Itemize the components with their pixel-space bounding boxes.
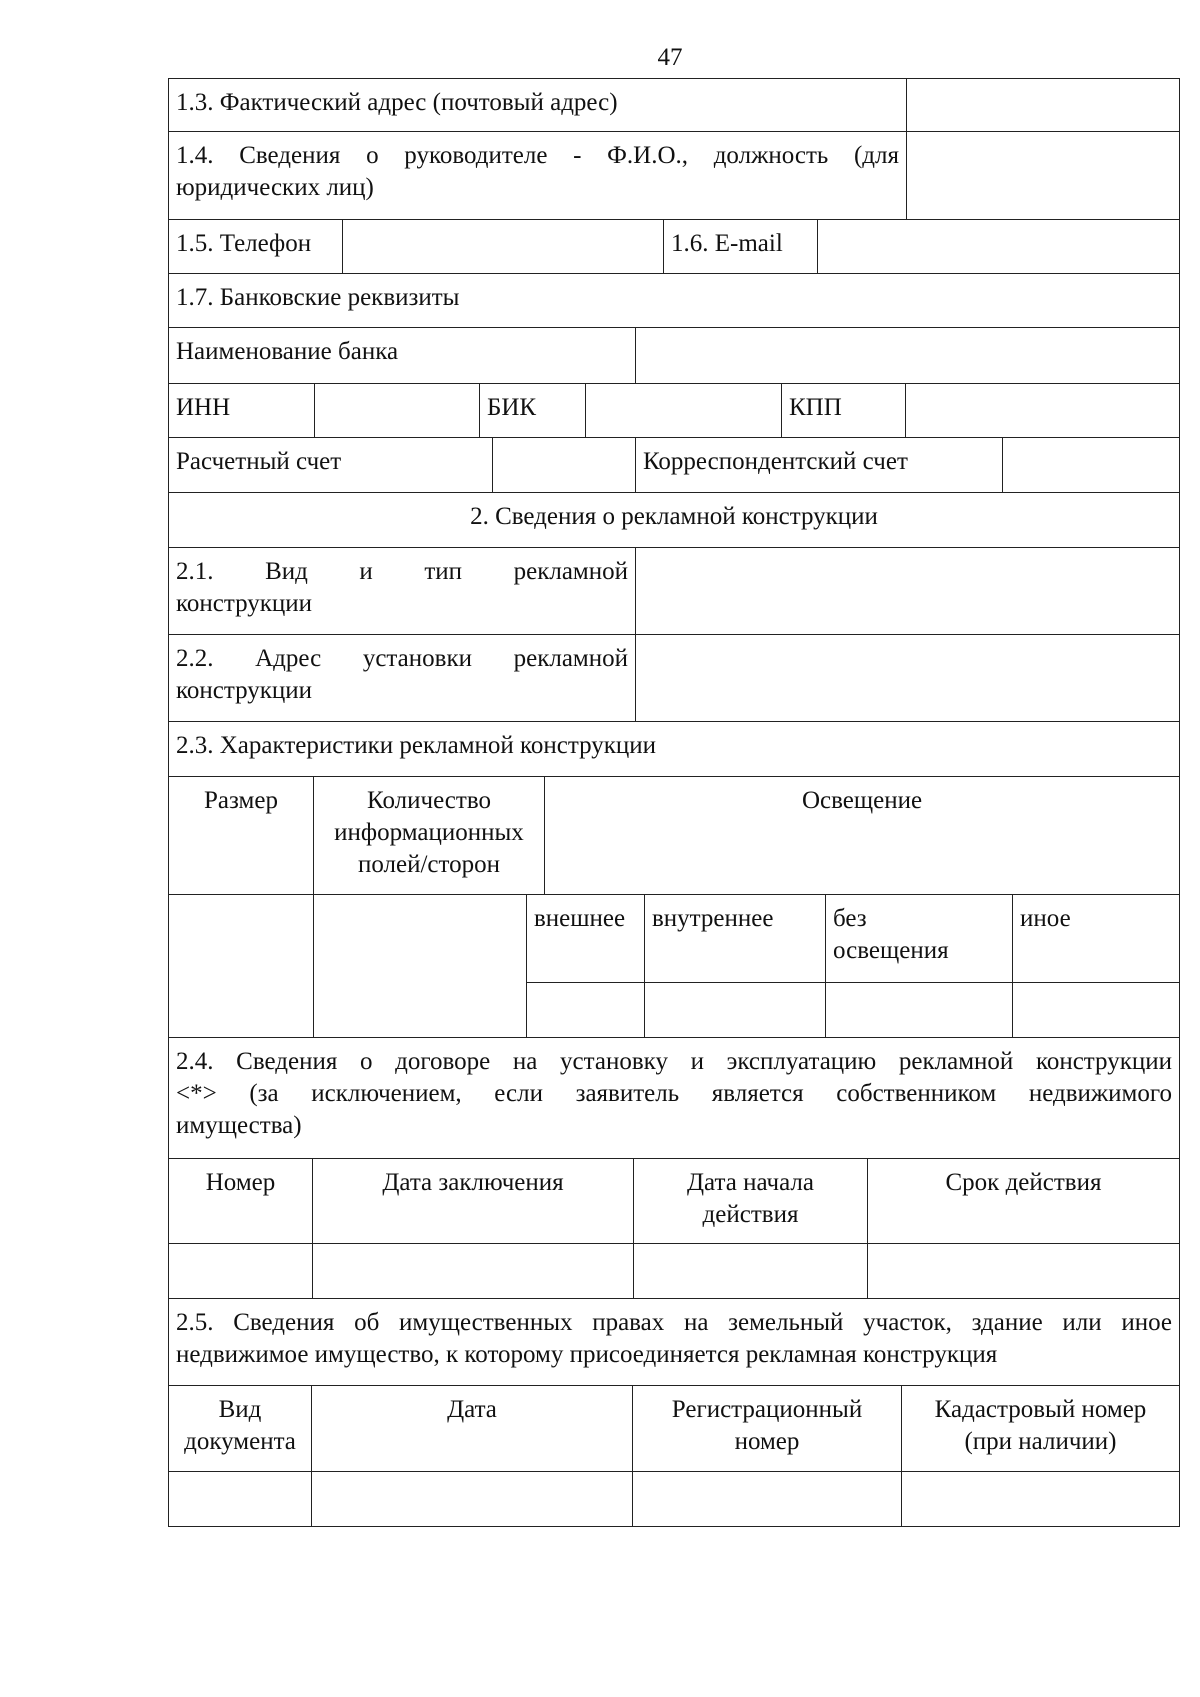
doc-type-field[interactable] xyxy=(168,1471,312,1527)
contract-term-header: Срок действия xyxy=(867,1158,1180,1244)
reg-number-line2: номер xyxy=(734,1428,800,1455)
settlement-account-label: Расчетный счет xyxy=(168,437,493,493)
info-fields-line2: информационных xyxy=(334,819,524,846)
settlement-account-field[interactable] xyxy=(492,437,636,493)
lighting-other-label: иное xyxy=(1012,894,1180,983)
info-fields-header xyxy=(313,776,545,895)
reg-number-line1: Регистрационный xyxy=(671,1396,863,1423)
size-header: Размер xyxy=(168,776,314,895)
installation-address-field[interactable] xyxy=(635,634,1180,722)
construction-type-label xyxy=(168,547,636,635)
reg-number-field[interactable] xyxy=(632,1471,902,1527)
doc-date-field[interactable] xyxy=(311,1471,633,1527)
contract-number-header: Номер xyxy=(168,1158,313,1244)
doc-type-line2: документа xyxy=(184,1428,296,1455)
contract-number-field[interactable] xyxy=(168,1243,313,1299)
lighting-header: Освещение xyxy=(544,776,1180,895)
contract-start-field[interactable] xyxy=(633,1243,868,1299)
size-field[interactable] xyxy=(168,894,314,1038)
contract-term-field[interactable] xyxy=(867,1243,1180,1299)
property-rights-line2: недвижимое имущество, к которому присоединяется рекламная конструкция xyxy=(176,1341,998,1368)
info-fields-line1: Количество xyxy=(367,787,491,814)
lighting-none-field[interactable] xyxy=(825,982,1013,1038)
installation-address-label xyxy=(168,634,636,722)
info-fields-field[interactable] xyxy=(313,894,527,1038)
lighting-internal-field[interactable] xyxy=(644,982,826,1038)
property-rights-line1: 2.5. Сведения об имущественных правах на земельный участок, здание или иное xyxy=(176,1309,1172,1336)
doc-type-header xyxy=(168,1385,312,1472)
page-number: 47 xyxy=(657,44,683,71)
inn-label: ИНН xyxy=(168,383,315,438)
contract-info-label xyxy=(168,1037,1180,1159)
correspondent-account-field[interactable] xyxy=(1002,437,1180,493)
kpp-label: КПП xyxy=(781,383,906,438)
bank-name-label: Наименование банка xyxy=(168,327,636,384)
email-field[interactable] xyxy=(817,219,1180,274)
head-info-line1: 1.4. Сведения о руководителе - Ф.И.О., должность (для xyxy=(176,142,899,169)
cadastral-number-header xyxy=(901,1385,1180,1472)
correspondent-account-label: Корреспондентский счет xyxy=(635,437,1003,493)
info-fields-line3: полей/сторон xyxy=(357,851,501,878)
lighting-internal-label: внутреннее xyxy=(644,894,826,983)
section2-title: 2. Сведения о рекламной конструкции xyxy=(168,492,1180,548)
bik-field[interactable] xyxy=(585,383,782,438)
lighting-external-label: внешнее xyxy=(526,894,645,983)
reg-number-header xyxy=(632,1385,902,1472)
cadastral-number-line2: (при наличии) xyxy=(964,1428,1117,1455)
phone-field[interactable] xyxy=(342,219,664,274)
lighting-none-line1: без xyxy=(833,905,867,932)
doc-type-line1: Вид xyxy=(218,1396,262,1423)
head-info-field[interactable] xyxy=(906,131,1180,220)
head-info-line2: юридических лиц) xyxy=(176,174,374,201)
contract-info-line1: 2.4. Сведения о договоре на установку и эксплуатацию рекламной конструкции xyxy=(176,1048,1172,1075)
actual-address-label: 1.3. Фактический адрес (почтовый адрес) xyxy=(168,78,907,132)
construction-type-field[interactable] xyxy=(635,547,1180,635)
contract-date-header: Дата заключения xyxy=(312,1158,634,1244)
contract-start-line2: действия xyxy=(702,1201,799,1228)
bik-label: БИК xyxy=(479,383,586,438)
contract-info-line2: <*> (за исключением, если заявитель является собственником недвижимого xyxy=(176,1080,1172,1107)
email-label: 1.6. E-mail xyxy=(663,219,818,274)
contract-date-field[interactable] xyxy=(312,1243,634,1299)
lighting-none-label xyxy=(825,894,1013,983)
installation-address-line2: конструкции xyxy=(176,677,313,704)
contract-start-header xyxy=(633,1158,868,1244)
contract-info-line3: имущества) xyxy=(176,1112,302,1139)
cadastral-number-field[interactable] xyxy=(901,1471,1180,1527)
phone-label: 1.5. Телефон xyxy=(168,219,343,274)
cadastral-number-line1: Кадастровый номер xyxy=(934,1396,1147,1423)
head-info-label xyxy=(168,131,907,220)
lighting-other-field[interactable] xyxy=(1012,982,1180,1038)
doc-date-header: Дата xyxy=(311,1385,633,1472)
contract-start-line1: Дата начала xyxy=(686,1169,814,1196)
property-rights-label xyxy=(168,1298,1180,1386)
kpp-field[interactable] xyxy=(905,383,1180,438)
construction-type-line2: конструкции xyxy=(176,590,313,617)
lighting-none-line2: освещения xyxy=(833,937,949,964)
bank-details-label: 1.7. Банковские реквизиты xyxy=(168,273,1180,328)
lighting-external-field[interactable] xyxy=(526,982,645,1038)
actual-address-field[interactable] xyxy=(906,78,1180,132)
bank-name-field[interactable] xyxy=(635,327,1180,384)
characteristics-label: 2.3. Характеристики рекламной конструкции xyxy=(168,721,1180,777)
construction-type-line1: 2.1. Вид и тип рекламной xyxy=(176,558,628,585)
installation-address-line1: 2.2. Адрес установки рекламной xyxy=(176,645,628,672)
inn-field[interactable] xyxy=(314,383,480,438)
